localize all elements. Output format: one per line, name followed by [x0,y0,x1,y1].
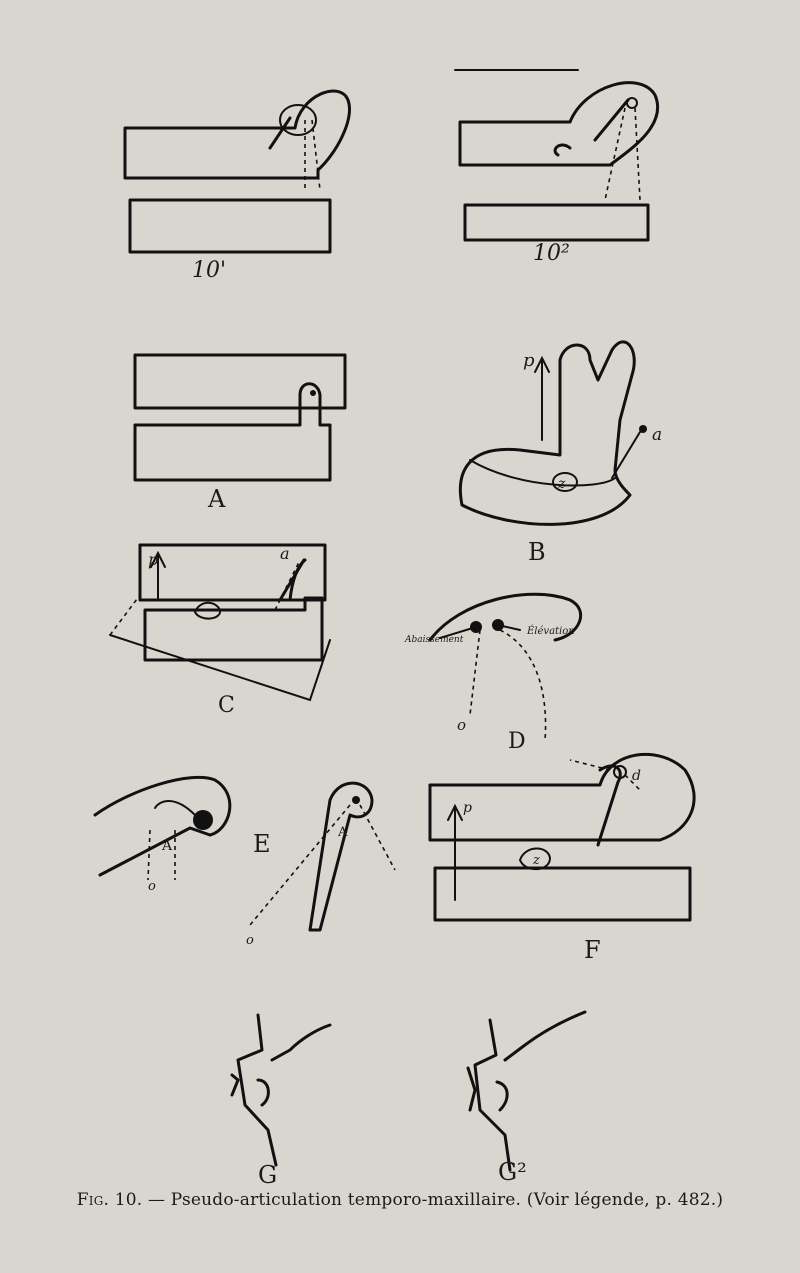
diagram-10-2 [460,83,658,240]
label-A: A [208,485,226,513]
label-B-a: a [652,425,663,445]
label-D: D [508,729,526,754]
diagram-F [430,754,694,920]
label-E: E [253,830,271,858]
label-10-1: 10' [192,258,227,283]
diagram-G2 [468,1012,585,1170]
diagram-D [430,594,581,740]
label-F: F [584,936,601,964]
diagram-E [95,777,395,930]
label-D-abaissement: Abaissement [405,635,464,645]
caption-text: — Pseudo-articulation temporo-maxillaire. (Voir légende, p. 482.) [147,1190,724,1210]
diagram-A [135,355,345,480]
diagram-10-1 [125,91,349,252]
label-C-a: a [280,544,290,563]
label-E-o2: o [246,933,254,948]
caption-fig: Fig. 10. [76,1190,143,1210]
label-F-z: z [533,853,540,868]
label-B-p: p [523,350,535,371]
diagram-C [110,545,330,700]
label-F-d: d [632,768,641,784]
diagram-G [232,1015,330,1165]
label-B-z: z [558,476,566,492]
label-E-A1: A [162,838,173,854]
label-B: B [528,538,546,566]
label-10-2: 10² [533,241,570,266]
label-D-elevation: Élévation [527,626,575,637]
label-C: C [218,693,235,718]
label-E-A2: A [338,825,348,840]
label-C-p: p [148,550,159,569]
label-E-o1: o [148,879,156,894]
figure-caption [0,1190,800,1210]
label-D-o: o [457,716,467,734]
label-G: G [258,1161,278,1189]
diagram-B [460,342,647,525]
label-G2: G² [498,1158,527,1186]
label-F-p: p [463,800,472,816]
